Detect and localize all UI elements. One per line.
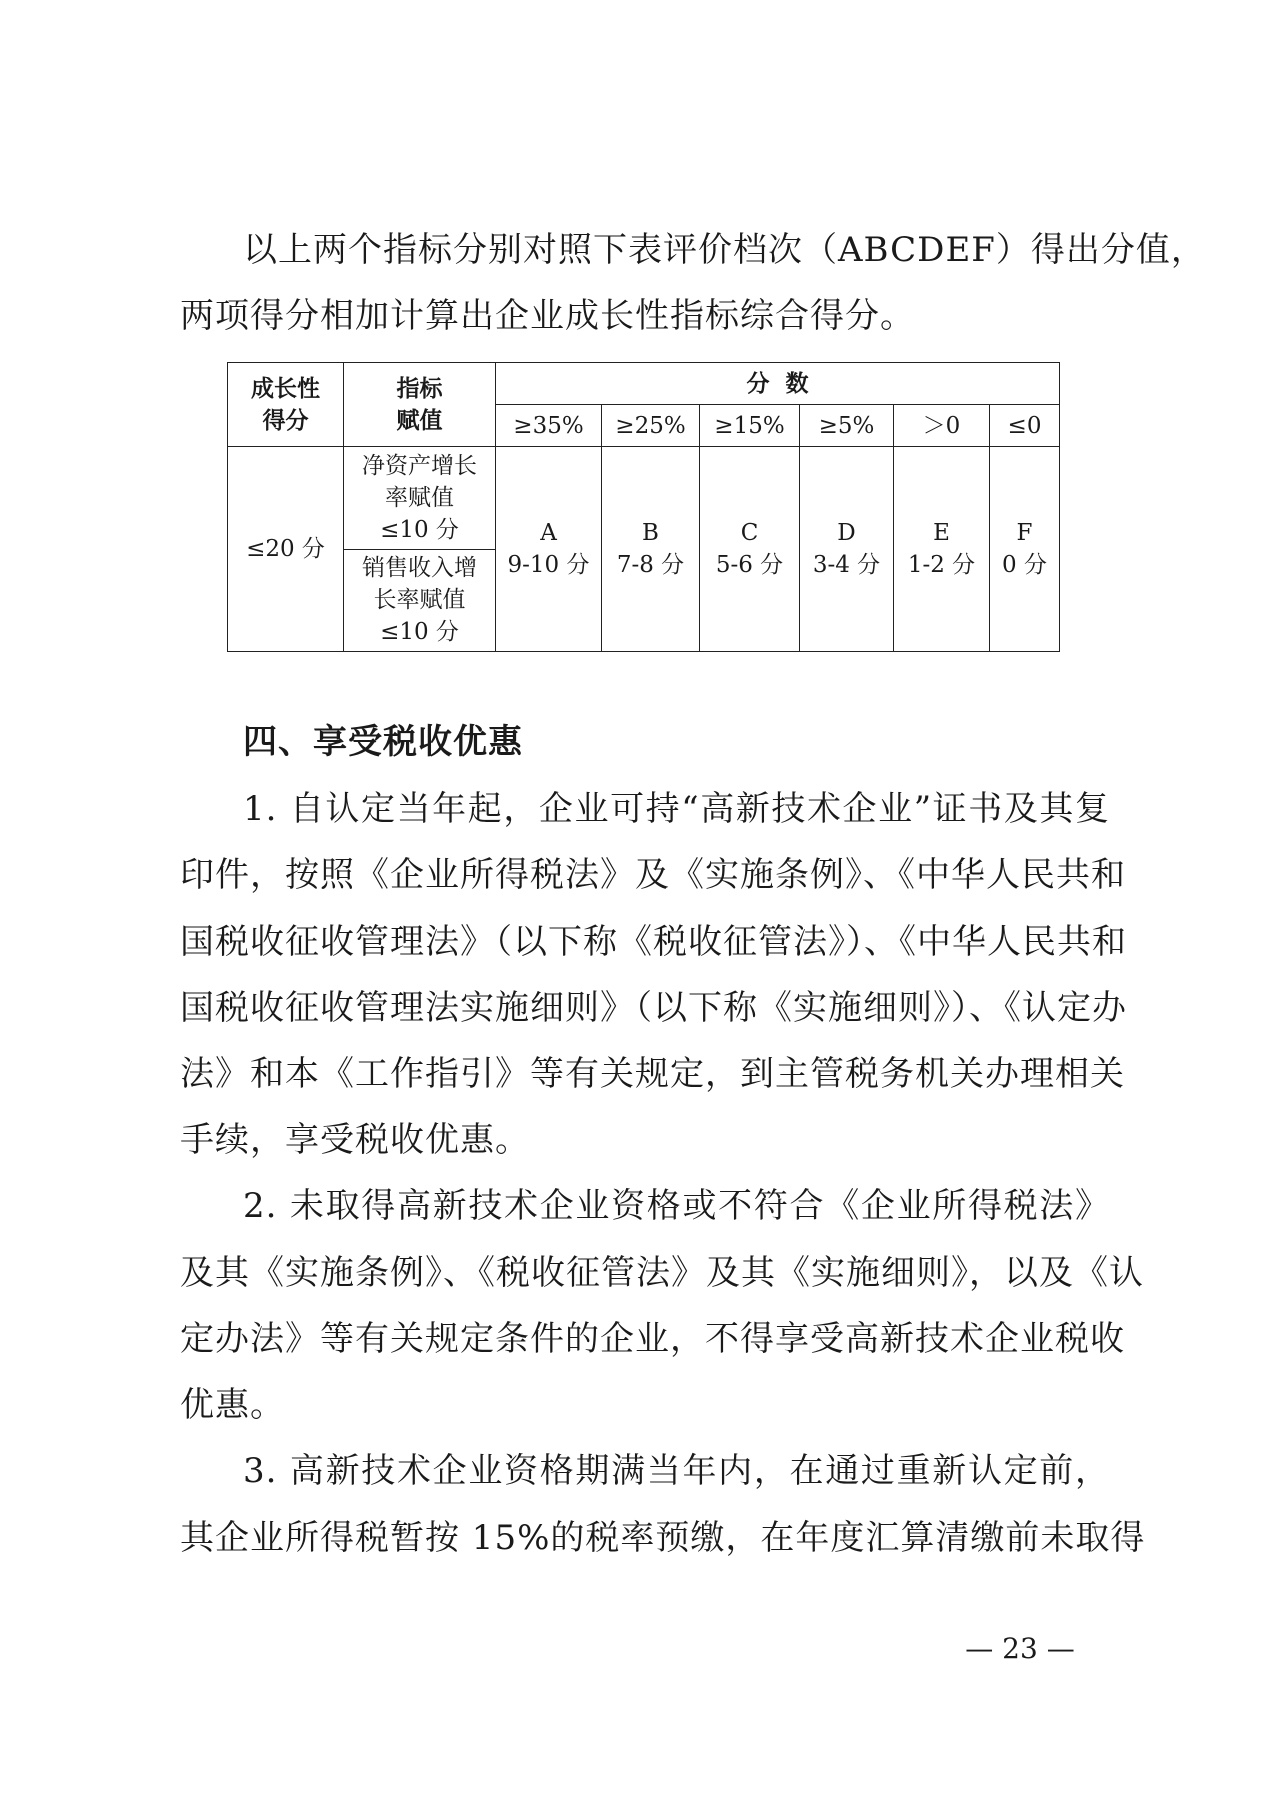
p3-line-1: 3. 高新技术企业资格期满当年内，在通过重新认定前， xyxy=(243,1451,1110,1491)
threshold-e: ＞0 xyxy=(894,405,990,447)
header-scores: 分 数 xyxy=(496,363,1060,405)
grade-e-cell: E 1-2 分 xyxy=(894,447,990,652)
p1-line-4: 国税收征收管理法实施细则》（以下称《实施细则》）、《认定办 xyxy=(180,988,1127,1028)
p3-line-2: 其企业所得税暂按 15%的税率预缴，在年度汇算清缴前未取得 xyxy=(180,1518,1146,1558)
indicator-sales-revenue: 销售收入增 长率赋值 ≤10 分 xyxy=(344,549,496,651)
p2-line-4: 优惠。 xyxy=(180,1385,285,1425)
p1-line-5: 法》和本《工作指引》等有关规定，到主管税务机关办理相关 xyxy=(180,1054,1125,1094)
threshold-f: ≤0 xyxy=(990,405,1060,447)
p1-line-6: 手续，享受税收优惠。 xyxy=(180,1120,530,1160)
growth-score-table xyxy=(227,362,1060,652)
p2-line-2: 及其《实施条例》、《税收征管法》及其《实施细则》，以及《认 xyxy=(180,1253,1144,1293)
grade-b-cell: B 7-8 分 xyxy=(602,447,700,652)
threshold-a: ≥35% xyxy=(496,405,602,447)
grade-f-cell: F 0 分 xyxy=(990,447,1060,652)
page-number: — 23 — xyxy=(965,1632,1075,1665)
section-heading: 四、享受税收优惠 xyxy=(243,722,523,762)
grade-a-cell: A 9-10 分 xyxy=(496,447,602,652)
intro-line-2: 两项得分相加计算出企业成长性指标综合得分。 xyxy=(180,296,915,336)
p2-line-1: 2. 未取得高新技术企业资格或不符合《企业所得税法》 xyxy=(243,1186,1110,1226)
threshold-d: ≥5% xyxy=(800,405,894,447)
grade-c-cell: C 5-6 分 xyxy=(700,447,800,652)
header-growth-score: 成长性 得分 xyxy=(228,363,344,447)
p1-line-3: 国税收征收管理法》（以下称《税收征管法》）、《中华人民共和 xyxy=(180,922,1127,962)
p1-line-2: 印件，按照《企业所得税法》及《实施条例》、《中华人民共和 xyxy=(180,855,1126,895)
total-score-cell: ≤20 分 xyxy=(228,447,344,652)
p1-line-1: 1. 自认定当年起，企业可持“高新技术企业”证书及其复 xyxy=(243,789,1110,829)
p2-line-3: 定办法》等有关规定条件的企业，不得享受高新技术企业税收 xyxy=(180,1319,1125,1359)
indicator-net-assets: 净资产增长 率赋值 ≤10 分 xyxy=(344,447,496,549)
header-indicator-value: 指标 赋值 xyxy=(344,363,496,447)
intro-line-1: 以上两个指标分别对照下表评价档次（ABCDEF）得出分值， xyxy=(243,230,1206,270)
threshold-c: ≥15% xyxy=(700,405,800,447)
threshold-b: ≥25% xyxy=(602,405,700,447)
grade-d-cell: D 3-4 分 xyxy=(800,447,894,652)
